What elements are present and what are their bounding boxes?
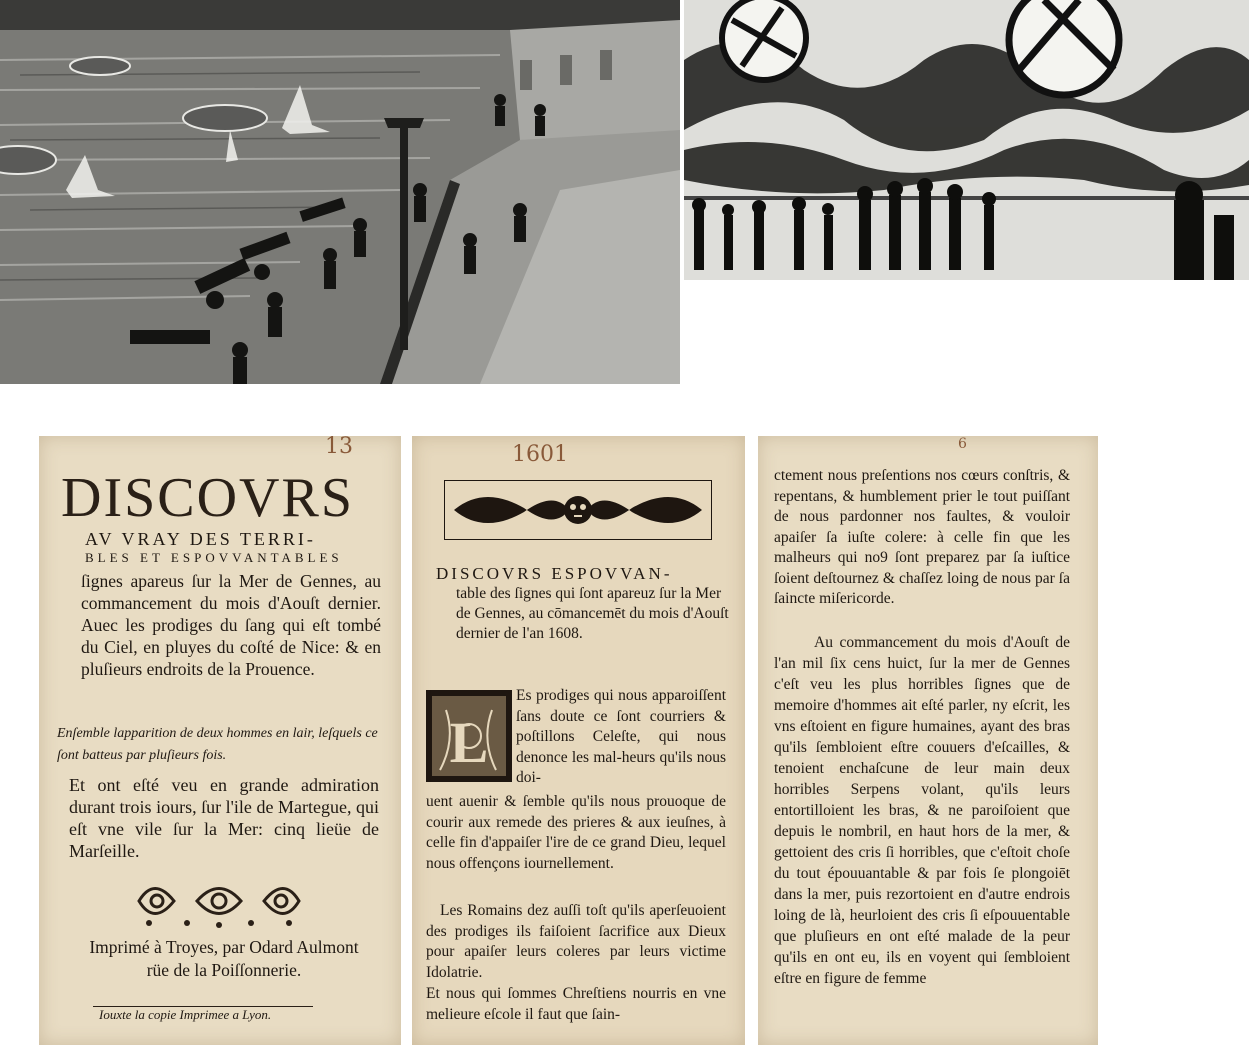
page-title: DISCOVRS <box>61 467 354 529</box>
italic-note: Enſemble lapparition de deux hommes en lair, leſquels ce ſont batteus par pluſieurs fois. <box>57 726 378 763</box>
imprint-text: Imprimé à Troyes, par Odard Aulmont rüe de la Poiſſonnerie. <box>89 937 359 980</box>
text-page-right <box>758 436 1098 1045</box>
disc-1 <box>70 57 130 75</box>
romans-paragraph: Les Romains dez auſſi toſt qu'ils aperſeuoient des prodiges ils faiſoient ſacrifice aux Dieux pour apaiſer leurs coleres par leurs victime Idolatrie. <box>426 902 726 981</box>
decorated-initial-icon <box>426 690 512 782</box>
svg-text:L: L <box>449 710 489 775</box>
christians-paragraph: Et nous qui ſommes Chreſtiens nourris en vne melieure eſcole il faut que ſain- <box>426 985 726 1023</box>
sea-battle-illustration <box>0 0 680 384</box>
text-page-left <box>412 436 745 1045</box>
section-subheading: table des ſignes qui ſont apareuz ſur la Mer de Gennes, au cōmancemēt du mois d'Aouſt dernier de l'an 1608. <box>456 585 729 642</box>
sun-left <box>722 0 806 80</box>
continued-paragraph: ctement nous preſentions nos cœurs conſtris, & repentans, & humblement prier le tout puiſſant de nous pardonner nos faultes, & vouloir apaiſer ſa iuſte colere: à celle fin que les malheurs qui no9 ſont preparez par ſa iuſtice ſoient deſtournez & chaſſez loing de nous par ſa ſaincte miſericorde. <box>774 467 1070 607</box>
lead-paragraph: Es prodiges qui nous apparoiſſent ſans doute ce ſont courriers & poſtillons Celeſte, qui nous denonce les mal-heurs qu'ils nous doi- <box>516 687 726 786</box>
engraving-two-suns <box>684 0 1249 280</box>
admiration-text: Et ont eſté veu en grande admiration durant trois iours, ſur l'ile de Martegue, qui eſt vne vile ſur la Mer: cinq lieüe de Marſeille. <box>69 775 379 861</box>
title-body-text: ſignes apareus ſur la Mer de Gennes, au commancement du mois d'Aouſt dernier. Auec les prodiges du ſang qui eſt tombé du Ciel, en pluyes du coſté de Nice: & en pluſieurs endroits de la Prouence. <box>81 571 381 679</box>
section-heading: DISCOVRS ESPOVVAN- <box>436 564 673 583</box>
two-suns-illustration <box>684 0 1249 280</box>
page-number: 1601 <box>512 442 568 467</box>
engraving-sea-battle <box>0 0 680 384</box>
footer-note: Iouxte la copie Imprimee a Lyon. <box>99 1007 272 1022</box>
account-paragraph: Au commancement du mois d'Aouſt de l'an mil ſix cens huict, ſur la mer de Gennes c'eſt veu les plus horribles ſignes que de memoire d'hommes ait eſté parler, ny eſcrit, les vns eſtoient en figure humaines, ayant des bras qu'ils ſembloient eſtre couuers d'eſcailles, & tenoient enchaſcune de leur main deux horribles Serpens volant, qu'ils leurs entortilloient les bras, & ne paroiſoient que depuis le nombril, en haut hors de la mer, & gettoient des cris ſi horribles, que c'eſtoit choſe du tout épouuantable & par fois ſe plongoiēt dans la mer, puis rezortoient en d'autre endrois loing de là, heurloient des cris ſi eſpouuentable que pluſieurs en ont eſté malade de la peur qu'ils en ont eu, ils en voyent qui ſembloient eſtre en figure de femme <box>774 634 1070 987</box>
ornamental-band <box>444 480 712 540</box>
printer-ornament <box>129 871 309 931</box>
subtitle-line-2: BLES ET ESPOVVANTABLES <box>85 550 343 565</box>
title-page <box>39 436 401 1045</box>
page-number: 6 <box>958 436 967 452</box>
page-number: 13 <box>325 436 353 459</box>
paragraph-continuation: uent auenir & ſemble qu'ils nous prouoque de courir aux remede des prieres & aux ieuſnes, à celle fin d'appaiſer l'ire de ce grand Dieu, lequel nous offençons iournellement. <box>426 793 726 872</box>
subtitle-line-1: AV VRAY DES TERRI- <box>85 529 316 549</box>
